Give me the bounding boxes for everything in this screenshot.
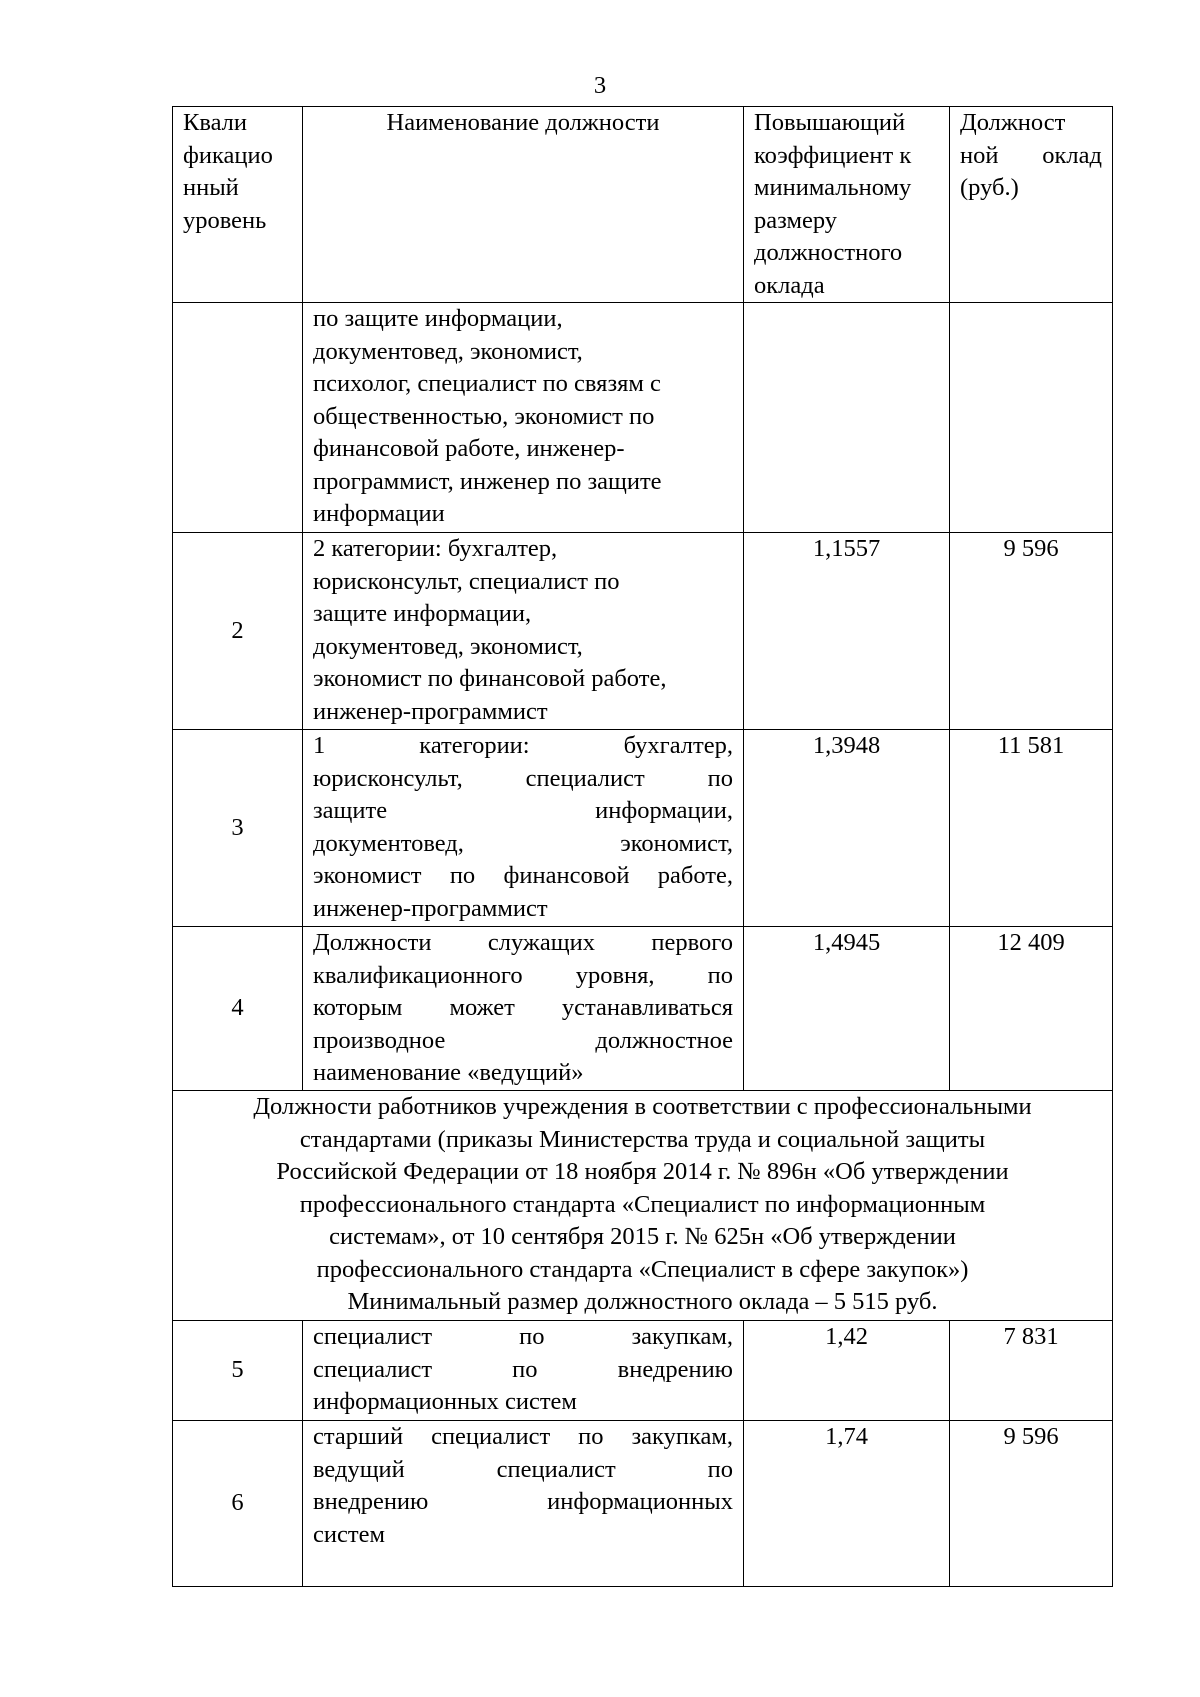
position-line: инженер-программист <box>313 894 548 922</box>
position-line: 1 категории: бухгалтер, <box>313 732 733 759</box>
position-line: психолог, специалист по связям с <box>313 370 661 397</box>
position-line: экономист по финансовой работе, <box>313 665 667 692</box>
header-salary <box>950 107 1113 303</box>
position-line: информации <box>313 500 445 527</box>
row-level: 6 <box>173 1421 303 1587</box>
page-number: 3 <box>593 72 607 99</box>
header-coefficient <box>744 107 950 303</box>
position-line: Должности служащих первого <box>313 929 733 956</box>
header-coef-line: размеру <box>754 206 838 234</box>
row-salary: 7 831 <box>950 1321 1113 1421</box>
row-position-name <box>303 533 744 730</box>
table-row <box>173 730 1113 927</box>
section-heading-line: стандартами (приказы Министерства труда и социальной защиты <box>299 1125 986 1153</box>
header-salary-line: ной оклад <box>960 141 1102 169</box>
position-line: по защите информации, <box>313 305 563 332</box>
row-coefficient: 1,4945 <box>744 927 950 1091</box>
position-line: производное должностное <box>313 1026 733 1054</box>
position-line: внедрению информационных <box>313 1488 733 1515</box>
position-line: наименование «ведущий» <box>313 1059 584 1086</box>
header-level-line: фикацио <box>183 141 273 169</box>
section-heading <box>173 1091 1113 1321</box>
row-coefficient: 1,3948 <box>744 730 950 927</box>
position-line: защите информации, <box>313 797 733 824</box>
table-row <box>173 533 1113 730</box>
salary-table <box>172 106 1113 1587</box>
header-row <box>173 107 1113 303</box>
row-salary: 9 596 <box>950 1421 1113 1587</box>
row-position-name <box>303 1321 744 1421</box>
position-line: специалист по внедрению <box>313 1355 733 1383</box>
row-salary: 11 581 <box>950 730 1113 927</box>
position-line: квалификационного уровня, по <box>313 961 733 989</box>
position-line: программист, инженер по защите <box>313 467 662 495</box>
row-level: 3 <box>173 730 303 927</box>
position-line: общественностью, экономист по <box>313 402 655 430</box>
position-line: инженер-программист <box>313 697 548 725</box>
header-coef-line: должностного <box>754 239 903 266</box>
row-position-name <box>303 927 744 1091</box>
header-coef-line: минимальному <box>754 174 912 201</box>
row-coefficient: 1,1557 <box>744 533 950 730</box>
position-line: которым может устанавливаться <box>313 994 733 1021</box>
header-level-line: Квали <box>183 109 248 136</box>
section-heading-line: Российской Федерации от 18 ноября 2014 г. № 896н «Об утверждении <box>276 1158 1009 1185</box>
table-row <box>173 303 1113 533</box>
row-level: 2 <box>173 533 303 730</box>
row-position-name <box>303 303 744 533</box>
table-row <box>173 1421 1113 1587</box>
row-salary <box>950 303 1113 533</box>
table-row <box>173 1321 1113 1421</box>
header-coef-line: оклада <box>754 271 825 299</box>
position-line: информационных систем <box>313 1388 577 1415</box>
header-name: Наименование должности <box>303 107 744 303</box>
header-salary-line: (руб.) <box>960 174 1019 201</box>
header-coef-line: коэффициент к <box>754 141 912 169</box>
position-line: систем <box>313 1520 385 1548</box>
position-line: финансовой работе, инженер- <box>313 435 625 462</box>
position-line: документовед, экономист, <box>313 337 583 365</box>
header-level-line: нный <box>183 174 239 201</box>
section-heading-line: Должности работников учреждения в соответствии с профессиональными <box>253 1093 1032 1120</box>
position-line: 2 категории: бухгалтер, <box>313 535 558 562</box>
position-line: экономист по финансовой работе, <box>313 862 733 889</box>
row-level: 4 <box>173 927 303 1091</box>
position-line: юрисконсульт, специалист по <box>313 567 620 595</box>
position-line: ведущий специалист по <box>313 1455 733 1483</box>
row-position-name <box>303 1421 744 1587</box>
section-heading-line: Минимальный размер должностного оклада – 5 515 руб. <box>347 1288 938 1315</box>
section-heading-line: системам», от 10 сентября 2015 г. № 625н «Об утверждении <box>329 1223 956 1250</box>
row-coefficient <box>744 303 950 533</box>
row-position-name <box>303 730 744 927</box>
section-heading-line: профессионального стандарта «Специалист по информационным <box>299 1190 986 1218</box>
position-line: документовед, экономист, <box>313 632 583 660</box>
header-level <box>173 107 303 303</box>
position-line: защите информации, <box>313 600 532 627</box>
position-line: документовед, экономист, <box>313 829 733 857</box>
table-row <box>173 927 1113 1091</box>
header-level-line: уровень <box>183 206 267 234</box>
section-heading-row <box>173 1091 1113 1321</box>
row-coefficient: 1,42 <box>744 1321 950 1421</box>
row-salary: 9 596 <box>950 533 1113 730</box>
position-line: специалист по закупкам, <box>313 1323 733 1350</box>
position-line: юрисконсульт, специалист по <box>313 764 733 792</box>
header-salary-line: Должност <box>960 109 1066 136</box>
section-heading-line: профессионального стандарта «Специалист в сфере закупок») <box>316 1255 969 1283</box>
row-level: 5 <box>173 1321 303 1421</box>
row-level <box>173 303 303 533</box>
position-line: старший специалист по закупкам, <box>313 1423 733 1450</box>
row-coefficient: 1,74 <box>744 1421 950 1587</box>
header-coef-line: Повышающий <box>754 109 906 136</box>
row-salary: 12 409 <box>950 927 1113 1091</box>
